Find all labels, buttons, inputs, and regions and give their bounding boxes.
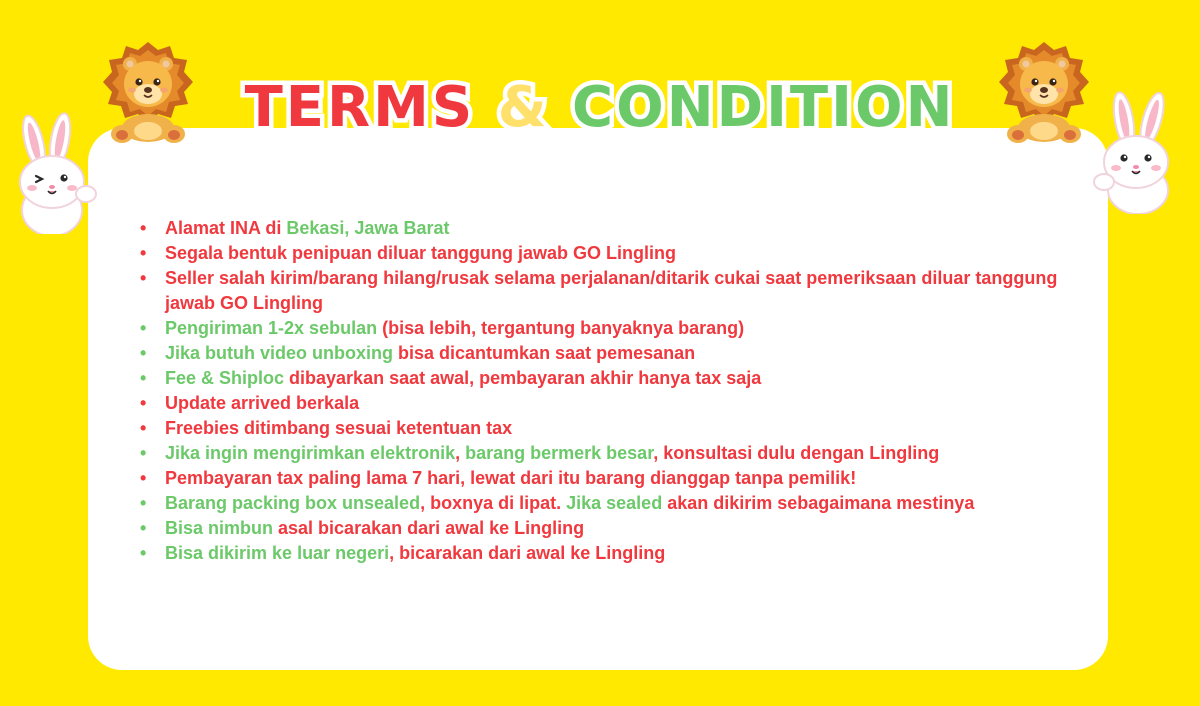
term-item (140, 416, 1080, 441)
term-item (140, 366, 1080, 391)
bullet-icon: • (140, 468, 147, 488)
bullet-icon: • (140, 268, 147, 288)
term-text-segment: Fee & Shiploc (165, 368, 290, 388)
term-text-segment: (bisa lebih, tergantung banyaknya barang) (382, 318, 745, 338)
term-text-segment: asal bicarakan dari awal ke Lingling (278, 518, 585, 538)
term-item (140, 316, 1080, 341)
term-text-segment: , konsultasi dulu dengan Lingling (653, 443, 940, 463)
term-text-segment: Update arrived berkala (165, 393, 360, 413)
title-word-ampersand: & (475, 74, 573, 140)
term-text-segment: Jika butuh video unboxing (165, 343, 399, 363)
term-text-segment: Jika sealed (566, 493, 668, 513)
term-text-segment: , boxnya di lipat. (420, 493, 567, 513)
term-text-segment: Bekasi, Jawa Barat (286, 218, 450, 238)
bullet-icon: • (140, 518, 147, 538)
bullet-icon: • (140, 493, 147, 513)
term-text-segment: Pembayaran tax paling lama 7 hari, lewat dari itu barang dianggap tanpa pemilik! (165, 468, 857, 488)
term-text-segment: Pengiriman 1-2x sebulan (165, 318, 383, 338)
term-text-segment: , (455, 443, 466, 463)
bullet-icon: • (140, 243, 147, 263)
terms-list (140, 216, 1080, 566)
term-text-segment: Alamat INA di (165, 218, 287, 238)
bullet-icon: • (140, 443, 147, 463)
rabbit-icon (8, 112, 100, 238)
bullet-icon: • (140, 543, 147, 563)
term-text-segment: Segala bentuk penipuan diluar tanggung jawab GO Lingling (165, 243, 677, 263)
term-text-segment: bisa dicantumkan saat pemesanan (398, 343, 696, 363)
term-text-segment: dibayarkan saat awal, pembayaran akhir hanya tax saja (289, 368, 762, 388)
term-item (140, 391, 1080, 416)
term-text-segment: Bisa nimbun (165, 518, 279, 538)
lion-icon (996, 38, 1092, 148)
lion-icon (100, 38, 196, 148)
term-text-segment: Bisa dikirim ke luar negeri (165, 543, 390, 563)
term-text-segment: Barang packing box unsealed (165, 493, 421, 513)
term-text-segment: Seller salah kirim/barang hilang/rusak selama perjalanan/ditarik cukai saat pemeriksaan diluar tanggung jawab GO Lingling (165, 268, 1058, 313)
term-text-segment: Freebies ditimbang sesuai ketentuan tax (165, 418, 513, 438)
term-item (140, 491, 1080, 516)
term-item (140, 241, 1080, 266)
bullet-icon: • (140, 343, 147, 363)
term-item (140, 266, 1080, 316)
bullet-icon: • (140, 418, 147, 438)
bullet-icon: • (140, 218, 147, 238)
term-text-segment: Jika ingin mengirimkan elektronik (165, 443, 456, 463)
term-item (140, 541, 1080, 566)
bullet-icon: • (140, 318, 147, 338)
term-item (140, 341, 1080, 366)
term-item (140, 516, 1080, 541)
term-item (140, 466, 1080, 491)
title-word-condition: CONDITION (572, 74, 956, 140)
title-word-terms: TERMS (244, 74, 476, 140)
term-text-segment: , bicarakan dari awal ke Lingling (389, 543, 666, 563)
bullet-icon: • (140, 393, 147, 413)
rabbit-icon (1086, 88, 1178, 218)
term-text-segment: akan dikirim sebagaimana mestinya (667, 493, 975, 513)
term-text-segment: barang bermerk besar (465, 443, 654, 463)
term-item (140, 216, 1080, 241)
term-item (140, 441, 1080, 466)
bullet-icon: • (140, 368, 147, 388)
